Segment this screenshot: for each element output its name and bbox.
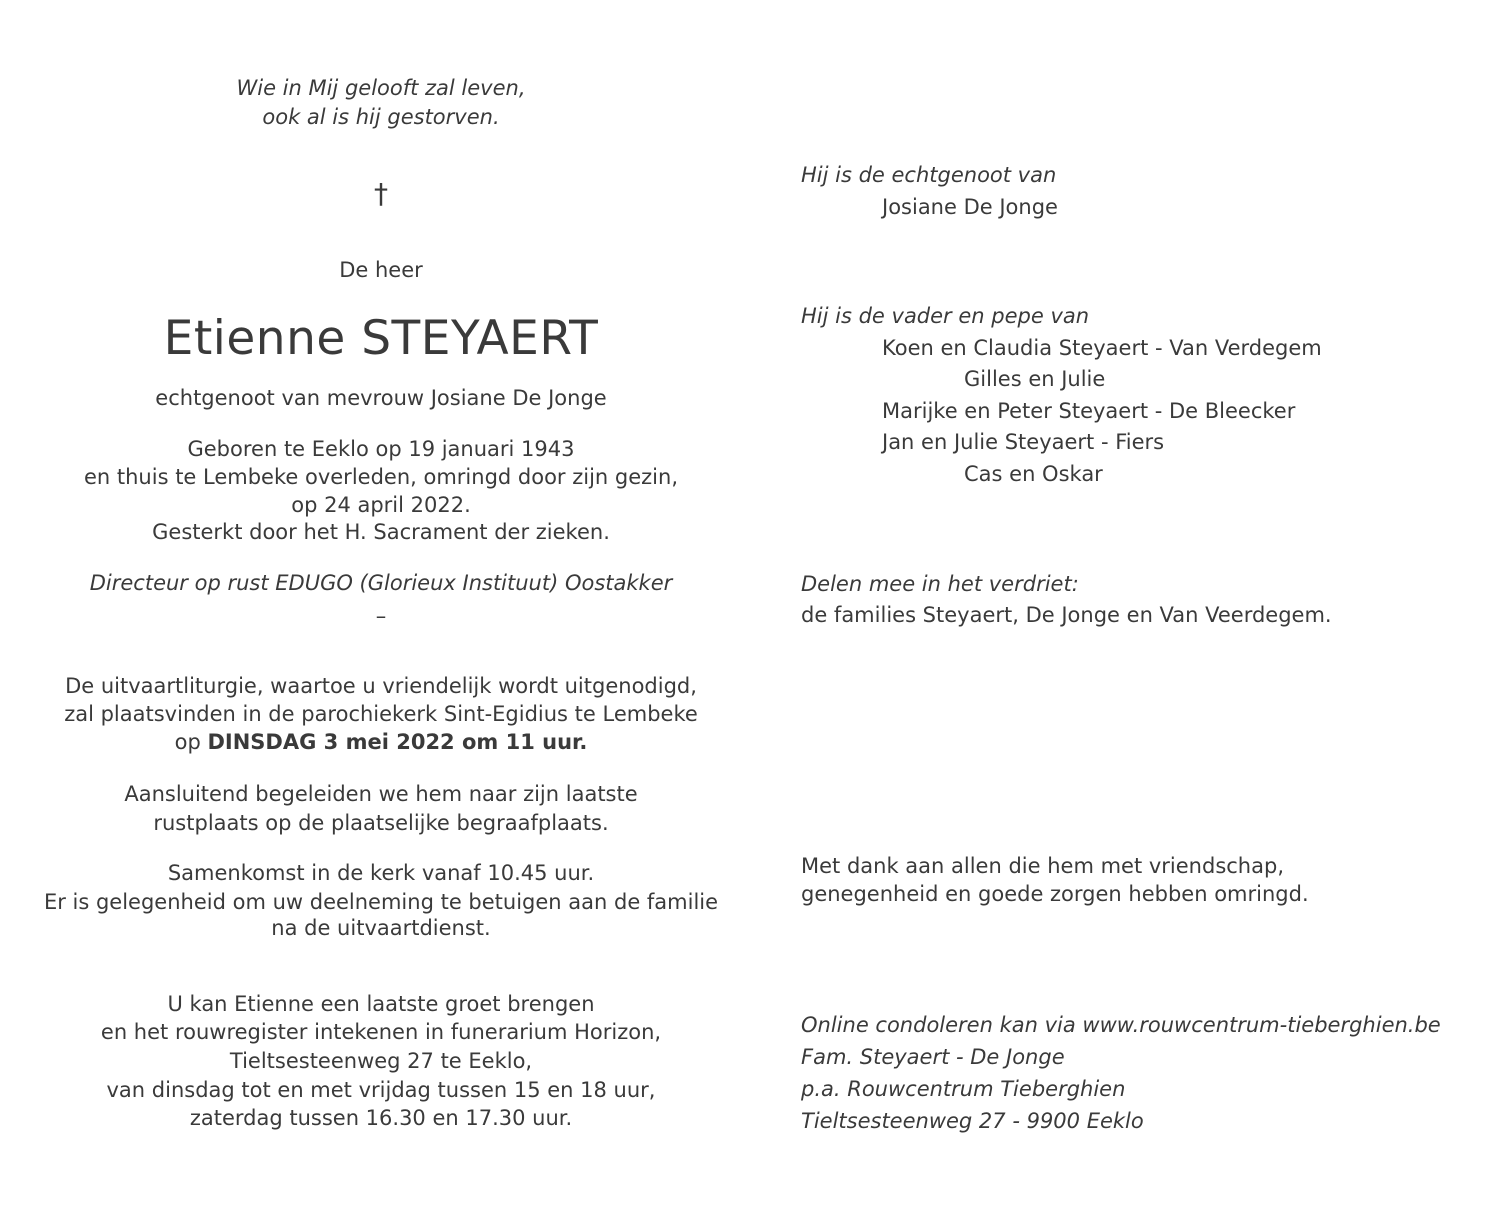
quote-line-2: ook al is hij gestorven. [262,105,500,129]
burial-line-2: rustplaats op de plaatselijke begraafplaats. [153,811,609,835]
salutation: De heer [339,258,423,282]
visitation-line-2: en het rouwregister intekenen in funerarium Horizon, [100,1020,662,1044]
cross-icon: † [374,177,388,210]
family-member: Marijke en Peter Steyaert - De Bleecker [882,399,1296,423]
contact-line-address: Tieltsesteenweg 27 - 9900 Eeklo [801,1109,1144,1133]
gathering-line-1: Samenkomst in de kerk vanaf 10.45 uur. [167,861,595,885]
family-member: Cas en Oskar [964,462,1103,486]
spouse-name: Josiane De Jonge [882,195,1058,219]
spouse-line: echtgenoot van mevrouw Josiane De Jonge [155,386,607,410]
separator-dash: – [375,604,387,628]
funeral-line-1: De uitvaartliturgie, waartoe u vriendelijk wordt uitgenodigd, [65,674,697,698]
family-heading: Hij is de vader en pepe van [801,304,1090,328]
birth-line-2: en thuis te Lembeke overleden, omringd door zijn gezin, [83,465,679,489]
funeral-date-line [175,732,588,753]
family-member: Jan en Julie Steyaert - Fiers [882,430,1165,454]
funeral-date: DINSDAG 3 mei 2022 om 11 uur. [207,730,588,754]
visitation-line-3: Tieltsesteenweg 27 te Eeklo, [229,1049,533,1073]
deceased-name: Etienne STEYAERT [163,311,599,366]
burial-line-1: Aansluitend begeleiden we hem naar zijn laatste [124,782,638,806]
occupation: Directeur op rust EDUGO (Glorieux Instituut) Oostakker [89,571,673,595]
contact-line-online: Online condoleren kan via www.rouwcentrum-tieberghien.be [801,1013,1441,1037]
thanks-line-1: Met dank aan allen die hem met vriendschap, [801,854,1284,878]
thanks-line-2: genegenheid en goede zorgen hebben omringd. [801,882,1309,906]
visitation-line-4: van dinsdag tot en met vrijdag tussen 15 en 18 uur, [106,1078,656,1102]
gathering-line-3: na de uitvaartdienst. [271,916,491,940]
birth-line-1: Geboren te Eeklo op 19 januari 1943 [187,437,575,461]
family-member: Koen en Claudia Steyaert - Van Verdegem [882,336,1322,360]
contact-line-family: Fam. Steyaert - De Jonge [801,1045,1065,1069]
family-member: Gilles en Julie [964,367,1106,391]
contact-line-care-of: p.a. Rouwcentrum Tieberghien [801,1077,1126,1101]
visitation-line-5: zaterdag tussen 16.30 en 17.30 uur. [189,1106,573,1130]
grief-heading: Delen mee in het verdriet: [801,572,1079,596]
gathering-line-2: Er is gelegenheid om uw deelneming te betuigen aan de familie [43,890,719,914]
birth-line-3: op 24 april 2022. [291,493,471,517]
birth-line-4: Gesterkt door het H. Sacrament der zieken. [152,520,610,544]
spouse-heading: Hij is de echtgenoot van [801,163,1057,187]
visitation-line-1: U kan Etienne een laatste groet brengen [167,992,595,1016]
funeral-date-prefix: op [174,730,208,754]
quote-line-1: Wie in Mij gelooft zal leven, [236,76,526,100]
grief-text: de families Steyaert, De Jonge en Van Veerdegem. [801,603,1332,627]
funeral-line-2: zal plaatsvinden in de parochiekerk Sint-Egidius te Lembeke [64,702,698,726]
